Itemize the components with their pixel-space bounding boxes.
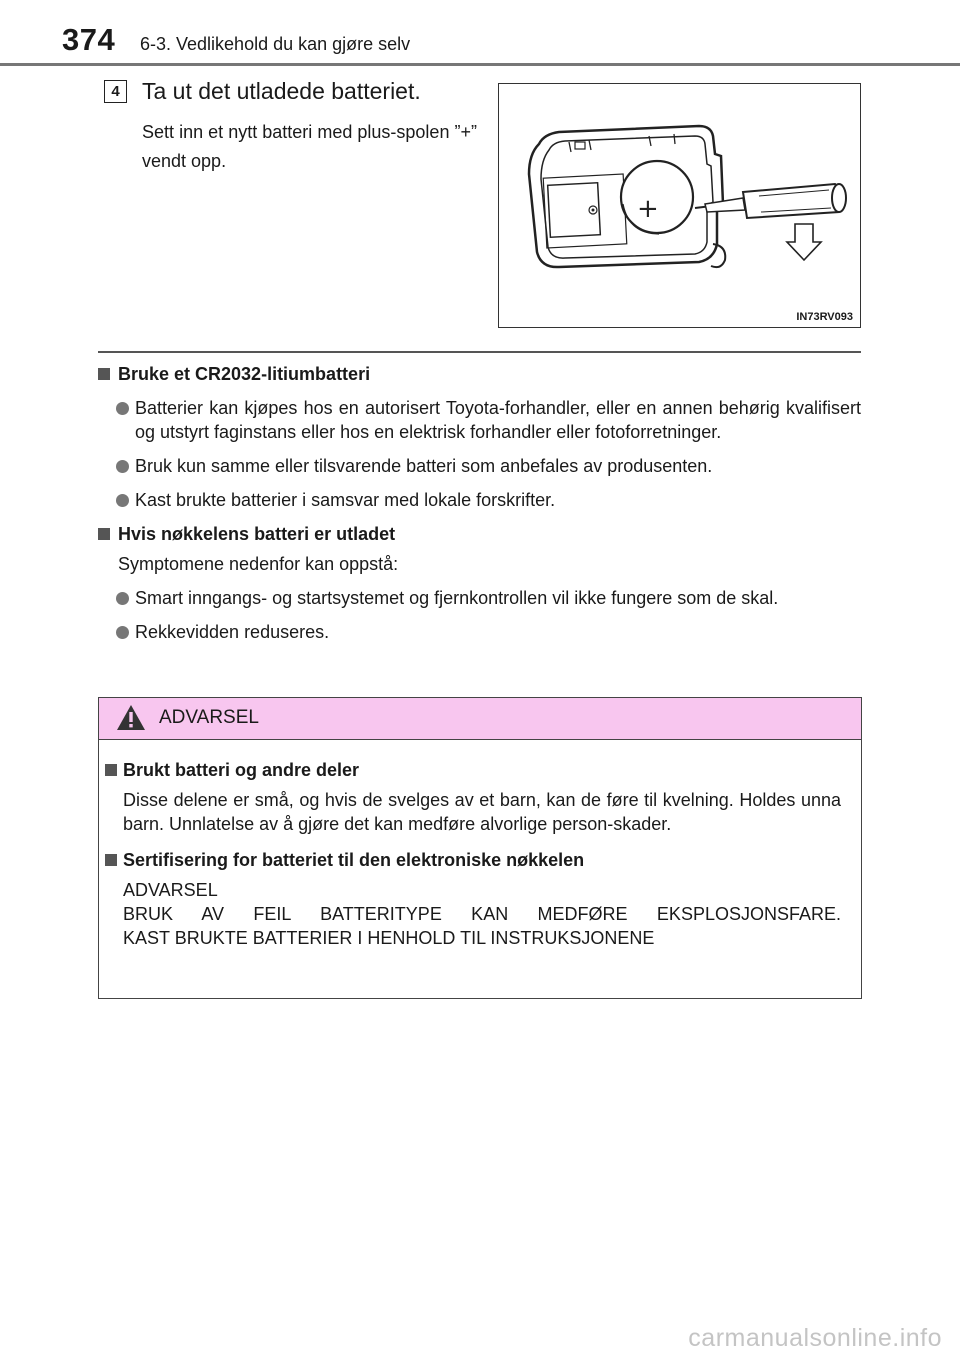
figure-code: IN73RV093: [796, 311, 853, 323]
warning-section-heading-text: Sertifisering for batteriet til den elektroniske nøkkelen: [123, 850, 585, 870]
step-title: Ta ut det utladede batteriet.: [142, 78, 421, 104]
warning-header: [99, 698, 861, 740]
watermark: carmanualsonline.info: [688, 1324, 942, 1352]
chapter-title: 6-3. Vedlikehold du kan gjøre selv: [140, 34, 411, 54]
warning-certification-text: [105, 878, 841, 950]
bullet-dot-icon: [116, 460, 129, 473]
page-number: 374: [62, 22, 116, 57]
bullet-dot-icon: [116, 626, 129, 639]
list-item-text: Smart inngangs- og startsystemet og fjernkontrollen vil ikke fungere som de skal.: [135, 588, 779, 608]
section-heading: [98, 522, 861, 546]
section-heading: [98, 362, 861, 386]
list-item: [98, 454, 861, 478]
warning-section-heading: [105, 758, 841, 782]
list-item-text: Bruk kun samme eller tilsvarende batteri som anbefales av produsenten.: [135, 456, 713, 476]
key-fob-battery-diagram: [499, 84, 860, 327]
warning-section-heading-text: Brukt batteri og andre deler: [123, 760, 360, 780]
square-bullet-icon: [98, 528, 110, 540]
warning-section-text: Disse delene er små, og hvis de svelges av et barn, kan de føre til kvelning. Holdes unna barn. Unnlatelse av å gjøre det kan medføre alvorlige person-skader.: [123, 790, 841, 834]
list-item: [98, 488, 861, 512]
section-intro: Symptomene nedenfor kan oppstå:: [118, 554, 399, 574]
warning-title: ADVARSEL: [159, 707, 259, 728]
bullet-dot-icon: [116, 592, 129, 605]
key-battery-illustration: [498, 83, 861, 328]
square-bullet-icon: [98, 368, 110, 380]
section-divider: [98, 351, 861, 353]
header-divider: [0, 63, 960, 66]
step-description: Sett inn et nytt batteri med plus-spolen ”+” vendt opp.: [142, 122, 477, 171]
certification-line: BRUK AV FEIL BATTERITYPE KAN MEDFØRE EKSPLOSJONSFARE.: [123, 904, 841, 924]
warning-section-heading: [105, 848, 841, 872]
square-bullet-icon: [105, 854, 117, 866]
step-number-badge: 4: [104, 80, 127, 103]
warning-triangle-icon: [116, 704, 146, 736]
square-bullet-icon: [105, 764, 117, 776]
list-item-text: Rekkevidden reduseres.: [135, 622, 330, 642]
info-sections: [98, 362, 861, 644]
warning-body: [99, 740, 861, 950]
list-item-text: Kast brukte batterier i samsvar med lokale forskrifter.: [135, 490, 556, 510]
warning-box: [98, 697, 862, 999]
certification-line: ADVARSEL: [123, 880, 218, 900]
bullet-dot-icon: [116, 402, 129, 415]
bullet-dot-icon: [116, 494, 129, 507]
list-item: [98, 620, 861, 644]
list-item: [98, 396, 861, 444]
certification-line: KAST BRUKTE BATTERIER I HENHOLD TIL INSTRUKSJONENE: [123, 928, 655, 948]
list-item-text: Batterier kan kjøpes hos en autorisert Toyota-forhandler, eller en annen behørig kvalifisert og utstyrt faginstans eller hos en elektrisk forhandler eller fotoforretninger.: [135, 398, 861, 442]
section-heading-text: Bruke et CR2032-litiumbatteri: [118, 364, 371, 384]
section-heading-text: Hvis nøkkelens batteri er utladet: [118, 524, 396, 544]
list-item: [98, 586, 861, 610]
battery-plus-symbol: +: [637, 194, 659, 224]
